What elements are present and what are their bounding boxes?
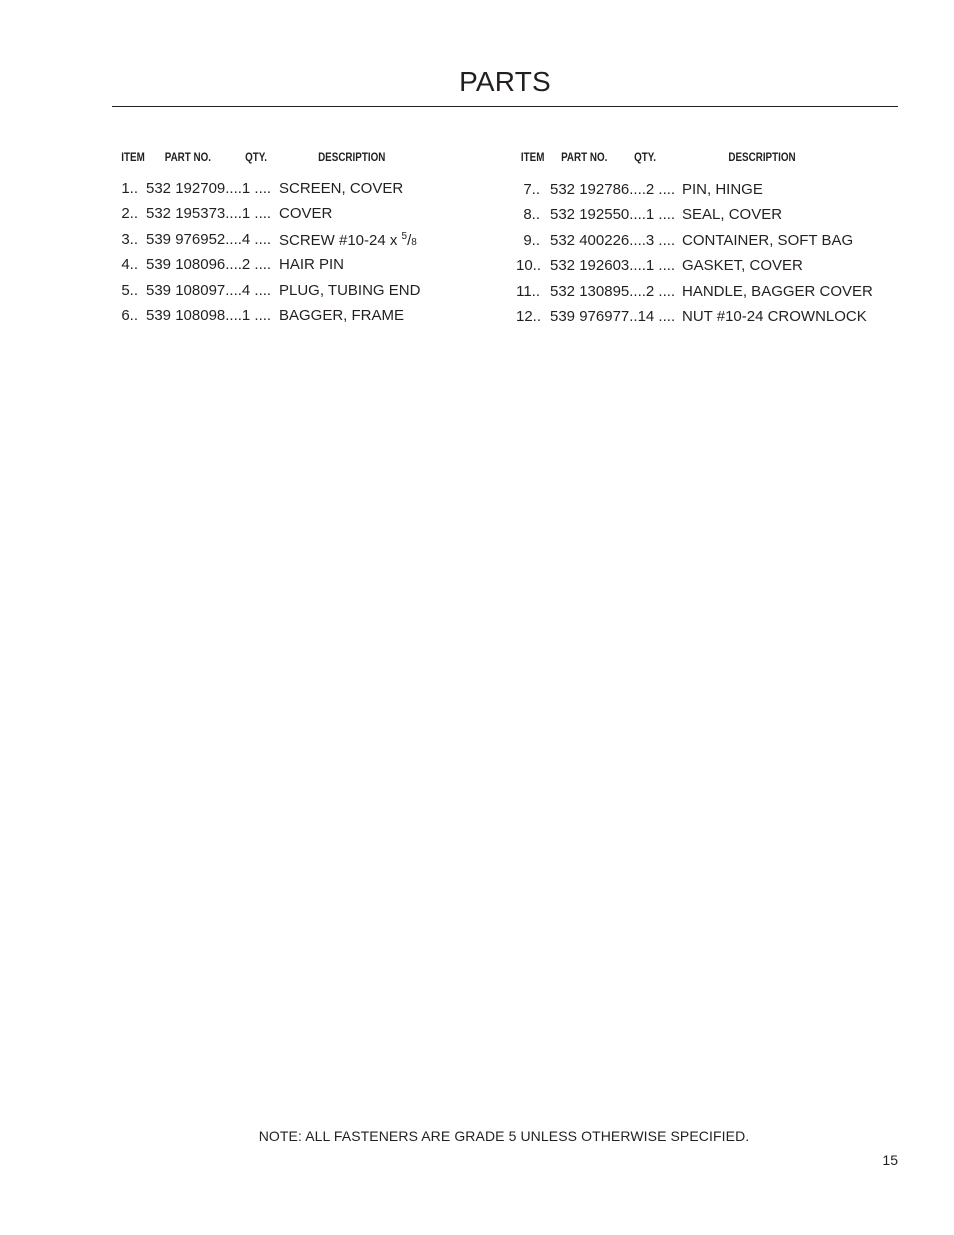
- header-part-no: PART NO.: [561, 150, 608, 164]
- part-description: GASKET, COVER: [682, 257, 803, 275]
- part-number-qty: 539 976952....4 ....: [146, 230, 272, 248]
- part-description: BAGGER, FRAME: [279, 306, 405, 324]
- page-title: PARTS: [459, 66, 551, 97]
- header-item: ITEM: [121, 150, 145, 164]
- item-number: 3..: [121, 230, 138, 248]
- fraction-numerator: 5: [401, 230, 408, 242]
- header-description: DESCRIPTION: [728, 150, 796, 164]
- part-description: HANDLE, BAGGER COVER: [682, 282, 873, 300]
- part-number-qty: 539 976977..14 ....: [550, 307, 676, 325]
- part-number-qty: 539 108098....1 ....: [146, 306, 272, 324]
- part-number-qty: 532 192550....1 ....: [550, 206, 676, 224]
- part-number-qty: 532 192603....1 ....: [550, 257, 676, 275]
- part-number-qty: 532 192786....2 ....: [550, 181, 676, 198]
- item-number: 7..: [523, 181, 540, 198]
- page-number: 15: [882, 1152, 898, 1168]
- item-number: 2..: [121, 205, 138, 223]
- item-number: 11..: [516, 282, 540, 300]
- item-number: 12..: [516, 307, 542, 325]
- part-number-qty: 539 108097....4 ....: [146, 281, 272, 299]
- part-number-qty: 532 400226....3 ....: [550, 231, 676, 249]
- fraction-denominator: 8: [411, 236, 417, 248]
- part-description: COVER: [279, 205, 333, 223]
- part-number-qty: 532 130895....2 ....: [550, 282, 676, 300]
- part-number-qty: 539 108096....2 ....: [146, 256, 272, 274]
- item-number: 9..: [523, 231, 540, 249]
- part-number-qty: 532 195373....1 ....: [146, 205, 272, 223]
- part-description: [279, 231, 417, 249]
- header-item: ITEM: [520, 150, 545, 164]
- item-number: 8..: [523, 206, 540, 224]
- header-qty: QTY.: [634, 150, 656, 164]
- description-text: SCREW #10-24 x: [279, 231, 402, 249]
- header-qty: QTY.: [245, 150, 267, 164]
- part-description: PIN, HINGE: [682, 181, 763, 198]
- part-description: SEAL, COVER: [682, 206, 783, 224]
- header-description: DESCRIPTION: [318, 150, 386, 164]
- item-number: 10..: [516, 257, 542, 275]
- part-description: SCREEN, COVER: [279, 180, 404, 197]
- item-number: 1..: [121, 180, 138, 197]
- part-description: PLUG, TUBING END: [279, 281, 421, 299]
- part-description: NUT #10-24 CROWNLOCK: [682, 307, 867, 325]
- fastener-note: NOTE: ALL FASTENERS ARE GRADE 5 UNLESS OTHERWISE SPECIFIED.: [258, 1128, 750, 1144]
- title-rule: [112, 106, 898, 107]
- part-number-qty: 532 192709....1 ....: [146, 180, 272, 197]
- item-number: 6..: [121, 306, 138, 324]
- header-part-no: PART NO.: [164, 150, 212, 164]
- item-number: 5..: [121, 281, 138, 299]
- part-description: HAIR PIN: [279, 256, 345, 274]
- item-number: 4..: [121, 256, 138, 274]
- fraction-slash: /: [407, 231, 412, 249]
- part-description: CONTAINER, SOFT BAG: [682, 231, 854, 249]
